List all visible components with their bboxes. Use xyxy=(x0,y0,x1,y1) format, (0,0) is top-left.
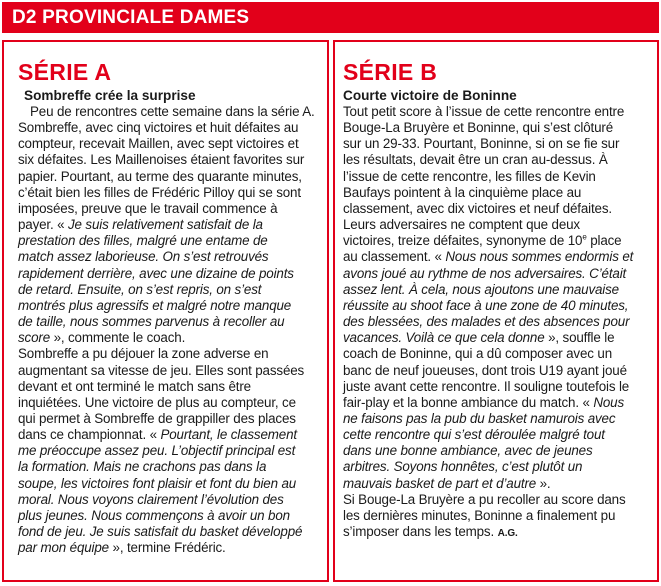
text-line: Peu de rencontres cette semaine dans la série A. xyxy=(30,104,315,119)
quote-text: Nous xyxy=(593,394,625,410)
serie-a-label: SÉRIE A xyxy=(18,59,112,85)
article-serie-b xyxy=(333,40,659,582)
text-line: qui permet à Sombreffe de grappiller des places xyxy=(18,410,296,426)
serie-a-body xyxy=(18,104,319,556)
quote-text: score xyxy=(18,330,50,346)
quote-text: mauvais basket de part et d’autre xyxy=(343,475,537,491)
text-line: devant et ont terminé le match sans être xyxy=(18,378,251,394)
text-line: les résultats, devait être un cran au-dessus. À xyxy=(343,152,608,168)
text-line: papier. Pourtant, au terme des quarante minutes, xyxy=(18,168,302,184)
section-banner xyxy=(2,2,659,33)
text-line: coach de Boninne, qui a dû composer avec un xyxy=(343,346,612,362)
text-line: Tout petit score à l’issue de cette rencontre entre xyxy=(343,104,625,119)
quote-text: cette rencontre qui s’est déroulée malgré tout xyxy=(343,427,605,443)
serie-b-label: SÉRIE B xyxy=(343,59,438,85)
serie-b-headline: Courte victoire de Boninne xyxy=(343,88,517,103)
text-line: imposées, preuve que le travail commence à xyxy=(18,200,278,216)
quote-text: soupe, les victoires font plaisir et font du bien au xyxy=(18,475,297,491)
quote-text: me préoccupe assez peu. L’objectif principal est xyxy=(18,443,296,459)
text-line: victoires, treize défaites, synonyme de 10 xyxy=(343,233,583,249)
quote-text: réussite au shoot face à une zone de 40 minutes, xyxy=(343,297,629,313)
quote-text: de taille, nous sommes parvenus à recoller au xyxy=(18,314,285,330)
text-line: Leurs adversaires ne comptent que deux xyxy=(343,217,580,233)
text-line: ». xyxy=(536,475,551,491)
quote-text: Nous nous sommes endormis et xyxy=(445,249,634,265)
text-line: sur un 29-33. Pourtant, Boninne, si on se fie sur xyxy=(343,136,620,152)
quote-text: vacances. Voilà ce que cela donne xyxy=(343,330,545,346)
quote-text: match assez laborieuse. On s’est retrouvés xyxy=(18,249,269,265)
ordinal-suffix: e xyxy=(582,232,587,242)
quote-text: la formation. Mais ne crachons pas dans la xyxy=(18,459,267,475)
quote-text: avons joué au rythme de nos adversaires. C’était xyxy=(343,265,627,281)
text-line: inquiétées. Une victoire de plus au compteur, ce xyxy=(18,394,296,410)
quote-text: Pourtant, le classement xyxy=(160,427,297,443)
quote-text: fond de jeu. Je suis satisfait du basket développé xyxy=(18,524,303,540)
quote-text: ne faisons pas la pub du basket namurois avec xyxy=(343,410,616,426)
text-line: », commente le coach. xyxy=(50,330,186,346)
quote-text: assez lent. À cela, nous ajoutons une mauvaise xyxy=(343,281,619,297)
serie-a-headline: Sombreffe crée la surprise xyxy=(24,88,196,103)
text-line: les dernières minutes, Boninne a finalement pu xyxy=(343,507,616,523)
text-line: s’imposer dans les temps. xyxy=(343,524,498,540)
quote-text: plus jeunes. Nous commençons à avoir un bon xyxy=(18,507,290,523)
quote-text: Je suis relativement satisfait de la xyxy=(68,217,263,233)
text-line: Baufays pointent à la cinquième place au xyxy=(343,184,582,200)
text-line: six défaites. Les Maillenoises étaient favorites sur xyxy=(18,152,305,168)
text-line: Sombreffe a pu déjouer la zone adverse en xyxy=(18,346,269,362)
article-serie-a xyxy=(2,40,329,582)
text-line: Bouge-La Bruyère et Boninne, qui s’est clôturé xyxy=(343,120,614,136)
text-line: », souffle le xyxy=(544,330,615,346)
text-line: fair-play et la bonne ambiance du match. « xyxy=(343,394,594,410)
text-line: », termine Frédéric. xyxy=(108,540,226,556)
text-line: Si Bouge-La Bruyère a pu recoller au score dans xyxy=(343,491,626,507)
text-line: compteur, recevait Maillen, avec sept victoires et xyxy=(18,136,299,152)
quote-text: des blessées, des malades et des absences pour xyxy=(343,314,630,330)
text-line: Sombreffe, avec cinq victoires et huit défaites au xyxy=(18,120,299,136)
author-signature: A.G. xyxy=(497,528,518,540)
quote-text: dans une bonne ambiance, avec de jeunes xyxy=(343,443,593,459)
section-title: D2 PROVINCIALE DAMES xyxy=(12,7,250,28)
text-line: place xyxy=(586,233,622,249)
quote-text: de retard. Ensuite, on s’est repris, on s’est xyxy=(18,281,262,297)
quote-text: par mon équipe xyxy=(18,540,109,556)
text-line: c’était bien les filles de Frédéric Pilloy qui se sont xyxy=(18,184,301,200)
quote-text: prestation des filles, malgré une entame de xyxy=(18,233,268,249)
quote-text: arbitres. Soyons honnêtes, c’est plutôt un xyxy=(343,459,583,475)
text-line: payer. « xyxy=(18,217,69,233)
text-line: classement, avec dix victoires et neuf défaites. xyxy=(343,200,612,216)
text-line: au classement. « xyxy=(343,249,446,265)
text-line: augmentant sa vitesse de jeu. Elles sont passées xyxy=(18,362,305,378)
text-line: dans ce championnat. « xyxy=(18,427,161,443)
text-line: banc de neuf joueuses, dont trois U19 ayant joué xyxy=(343,362,627,378)
quote-text: moral. Nous voyons clairement l’évolution des xyxy=(18,491,284,507)
text-line: juste avant cette rencontre. Il souligne toutefois le xyxy=(343,378,630,394)
quote-text: montrés plus agressifs et malgré notre manque xyxy=(18,297,292,313)
quote-text: rapidement derrière, avec une dizaine de points xyxy=(18,265,294,281)
text-line: l’issue de cette rencontre, les filles de Kevin xyxy=(343,168,596,184)
serie-b-body xyxy=(343,104,649,542)
